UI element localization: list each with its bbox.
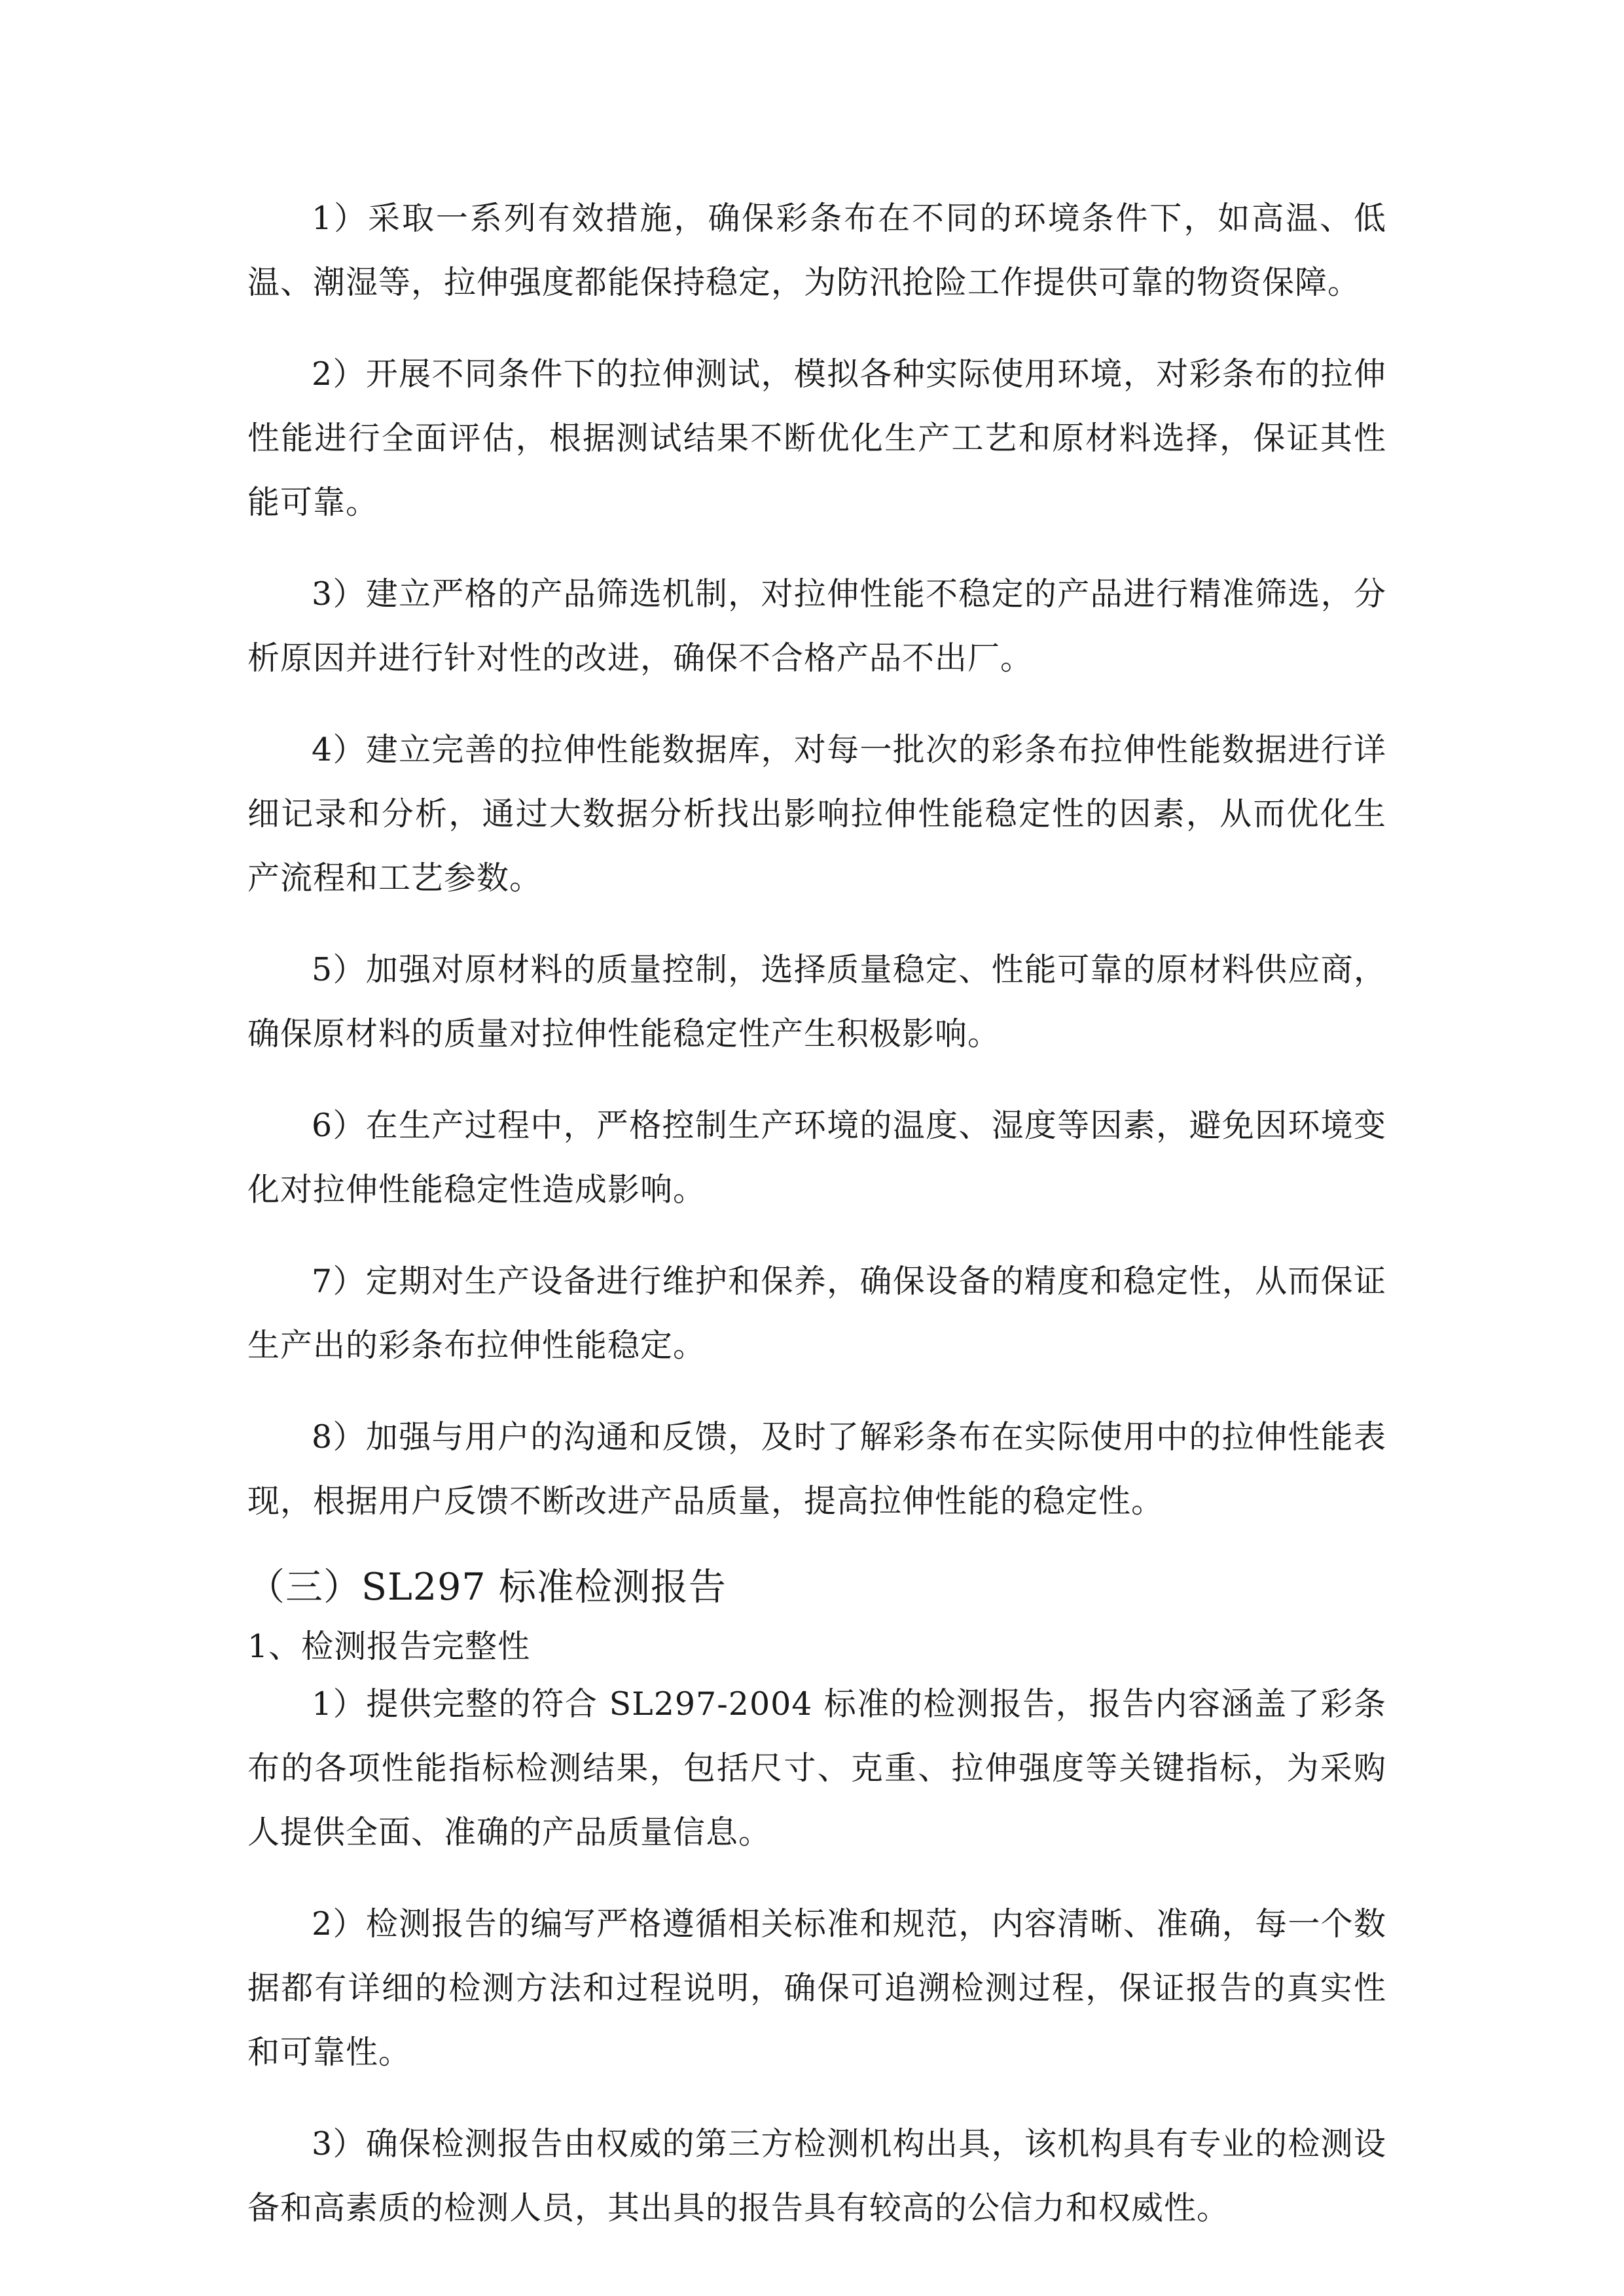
paragraph-measure-5: 5）加强对原材料的质量控制，选择质量稳定、性能可靠的原材料供应商，确保原材料的质量对拉伸性能稳定性产生积极影响。 — [247, 951, 1386, 1052]
paragraph-measure-4: 4）建立完善的拉伸性能数据库，对每一批次的彩条布拉伸性能数据进行详细记录和分析，通过大数据分析找出影响拉伸性能稳定性的因素，从而优化生产流程和工艺参数。 — [247, 731, 1386, 897]
paragraph-report-1: 1）提供完整的符合 SL297-2004 标准的检测报告，报告内容涵盖了彩条布的各项性能指标检测结果，包括尺寸、克重、拉伸强度等关键指标，为采购人提供全面、准确的产品质量信息。 — [247, 1685, 1386, 1851]
paragraph-report-2: 2）检测报告的编写严格遵循相关标准和规范，内容清晰、准确，每一个数据都有详细的检测方法和过程说明，确保可追溯检测过程，保证报告的真实性和可靠性。 — [247, 1905, 1386, 2071]
paragraph-measure-7: 7）定期对生产设备进行维护和保养，确保设备的精度和稳定性，从而保证生产出的彩条布拉伸性能稳定。 — [247, 1263, 1386, 1364]
paragraph-measure-8: 8）加强与用户的沟通和反馈，及时了解彩条布在实际使用中的拉伸性能表现，根据用户反馈不断改进产品质量，提高拉伸性能的稳定性。 — [247, 1418, 1386, 1520]
paragraph-measure-2: 2）开展不同条件下的拉伸测试，模拟各种实际使用环境，对彩条布的拉伸性能进行全面评估，根据测试结果不断优化生产工艺和原材料选择，保证其性能可靠。 — [247, 355, 1386, 521]
section-heading: （三）SL297 标准检测报告 — [247, 1566, 727, 1609]
paragraph-report-3: 3）确保检测报告由权威的第三方检测机构出具，该机构具有专业的检测设备和高素质的检测人员，其出具的报告具有较高的公信力和权威性。 — [247, 2125, 1386, 2227]
paragraph-measure-6: 6）在生产过程中，严格控制生产环境的温度、湿度等因素，避免因环境变化对拉伸性能稳定性造成影响。 — [247, 1107, 1386, 1208]
sub-heading: 1、检测报告完整性 — [247, 1628, 531, 1665]
paragraph-measure-3: 3）建立严格的产品筛选机制，对拉伸性能不稳定的产品进行精准筛选，分析原因并进行针对性的改进，确保不合格产品不出厂。 — [247, 575, 1386, 677]
paragraph-measure-1: 1）采取一系列有效措施，确保彩条布在不同的环境条件下，如高温、低温、潮湿等，拉伸强度都能保持稳定，为防汛抢险工作提供可靠的物资保障。 — [247, 200, 1386, 301]
document-body — [247, 187, 1386, 2240]
